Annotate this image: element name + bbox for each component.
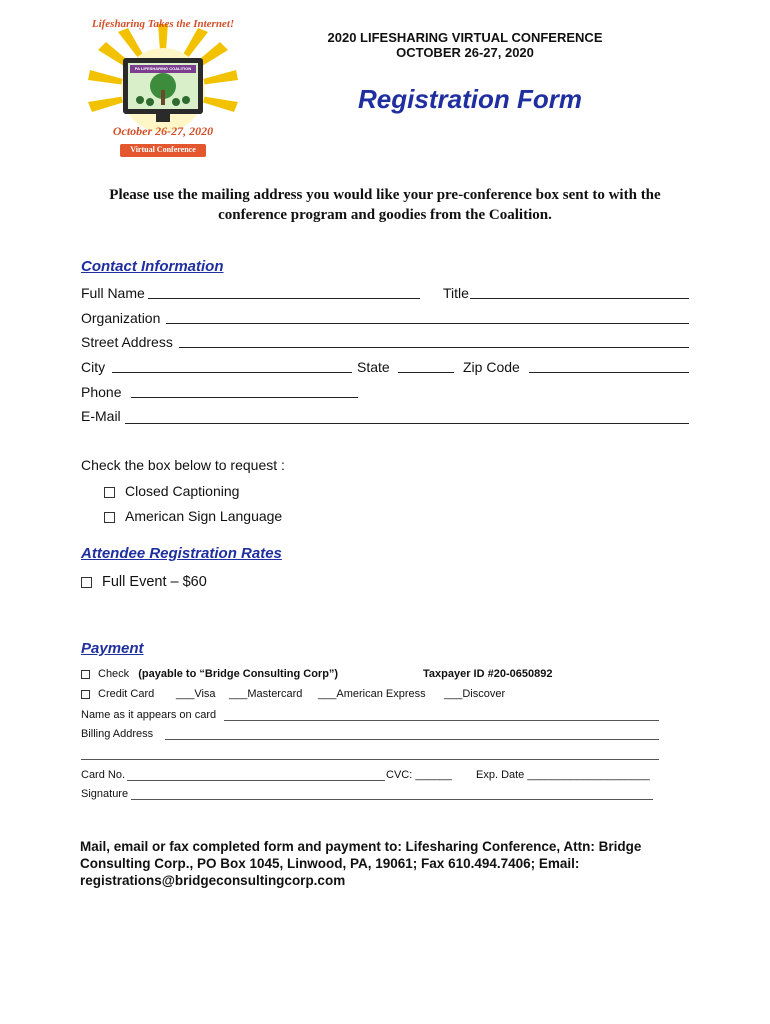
checkbox-icon[interactable] <box>81 577 92 588</box>
organization-label: Organization <box>81 310 161 326</box>
billing-field-line2[interactable] <box>81 759 659 760</box>
full-name-field[interactable] <box>148 298 420 299</box>
name-on-card-field[interactable] <box>224 720 659 721</box>
conference-logo <box>78 20 248 160</box>
state-field[interactable] <box>398 372 454 373</box>
street-field[interactable] <box>179 347 689 348</box>
card-number-field[interactable] <box>127 780 385 781</box>
phone-field[interactable] <box>131 397 358 398</box>
street-label: Street Address <box>81 334 173 350</box>
exp-date-field[interactable]: Exp. Date ____________________ <box>476 769 650 781</box>
conference-dates: OCTOBER 26-27, 2020 <box>396 45 534 60</box>
checkbox-icon[interactable] <box>104 487 115 498</box>
check-option[interactable] <box>81 668 338 680</box>
check-note: (payable to “Bridge Consulting Corp”) <box>138 668 339 680</box>
discover-option[interactable]: ___Discover <box>444 688 506 700</box>
signature-field[interactable] <box>131 799 653 800</box>
phone-label: Phone <box>81 384 122 400</box>
taxpayer-id: Taxpayer ID #20-0650892 <box>423 668 553 680</box>
signature-label: Signature <box>81 788 129 800</box>
page-title: Registration Form <box>358 84 582 114</box>
intro-text: Please use the mailing address you would like your pre-conference box sent to with the conference program and goodies from the Coalition. <box>109 187 661 223</box>
payment-heading: Payment <box>81 640 144 657</box>
full-event-label: Full Event – $60 <box>102 574 207 590</box>
title-label: Title <box>443 285 469 301</box>
zip-label: Zip Code <box>463 359 520 375</box>
city-field[interactable] <box>112 372 352 373</box>
full-event-option[interactable] <box>81 574 207 590</box>
title-field[interactable] <box>470 298 689 299</box>
request-prompt: Check the box below to request : <box>81 457 285 473</box>
city-label: City <box>81 359 106 375</box>
credit-card-label: Credit Card <box>98 688 155 700</box>
logo-banner-text: PA LIFESHARING COALITION <box>134 66 192 71</box>
checkbox-icon[interactable] <box>81 690 90 699</box>
cvc-field[interactable]: CVC: ______ <box>386 769 453 781</box>
request-option-label: American Sign Language <box>125 508 283 524</box>
request-option-label: Closed Captioning <box>125 483 240 499</box>
name-on-card-label: Name as it appears on card <box>81 709 217 721</box>
logo-arc-text: Lifesharing Takes the Internet! <box>91 18 235 30</box>
email-field[interactable] <box>125 423 689 424</box>
zip-field[interactable] <box>529 372 689 373</box>
billing-label: Billing Address <box>81 728 154 740</box>
request-closed-captioning[interactable] <box>104 483 239 499</box>
mastercard-option[interactable]: ___Mastercard <box>229 688 303 700</box>
rates-heading: Attendee Registration Rates <box>81 545 282 562</box>
contact-heading: Contact Information <box>81 258 224 275</box>
state-label: State <box>357 359 390 375</box>
card-number-label: Card No. <box>81 769 126 781</box>
check-label: Check <box>98 668 130 680</box>
request-asl[interactable] <box>104 508 282 524</box>
amex-option[interactable]: ___American Express <box>318 688 426 700</box>
conference-name: 2020 LIFESHARING VIRTUAL CONFERENCE <box>327 30 603 45</box>
logo-date-text: October 26-27, 2020 <box>112 124 214 138</box>
billing-field[interactable] <box>165 739 659 740</box>
organization-field[interactable] <box>166 323 689 324</box>
logo-ribbon-text: Virtual Conference <box>130 145 196 154</box>
visa-option[interactable]: ___Visa <box>176 688 216 700</box>
checkbox-icon[interactable] <box>104 512 115 523</box>
checkbox-icon[interactable] <box>81 670 90 679</box>
full-name-label: Full Name <box>81 285 145 301</box>
mailing-instructions: Mail, email or fax completed form and payment to: Lifesharing Conference, Attn: Bridge Consulting Corp., PO Box 1045, Linwood, PA, 19061; Fax 610.494.7406; Email: registrations@bridgeconsultingcorp.com <box>80 839 642 888</box>
credit-card-option[interactable] <box>81 688 154 700</box>
email-label: E-Mail <box>81 408 121 424</box>
